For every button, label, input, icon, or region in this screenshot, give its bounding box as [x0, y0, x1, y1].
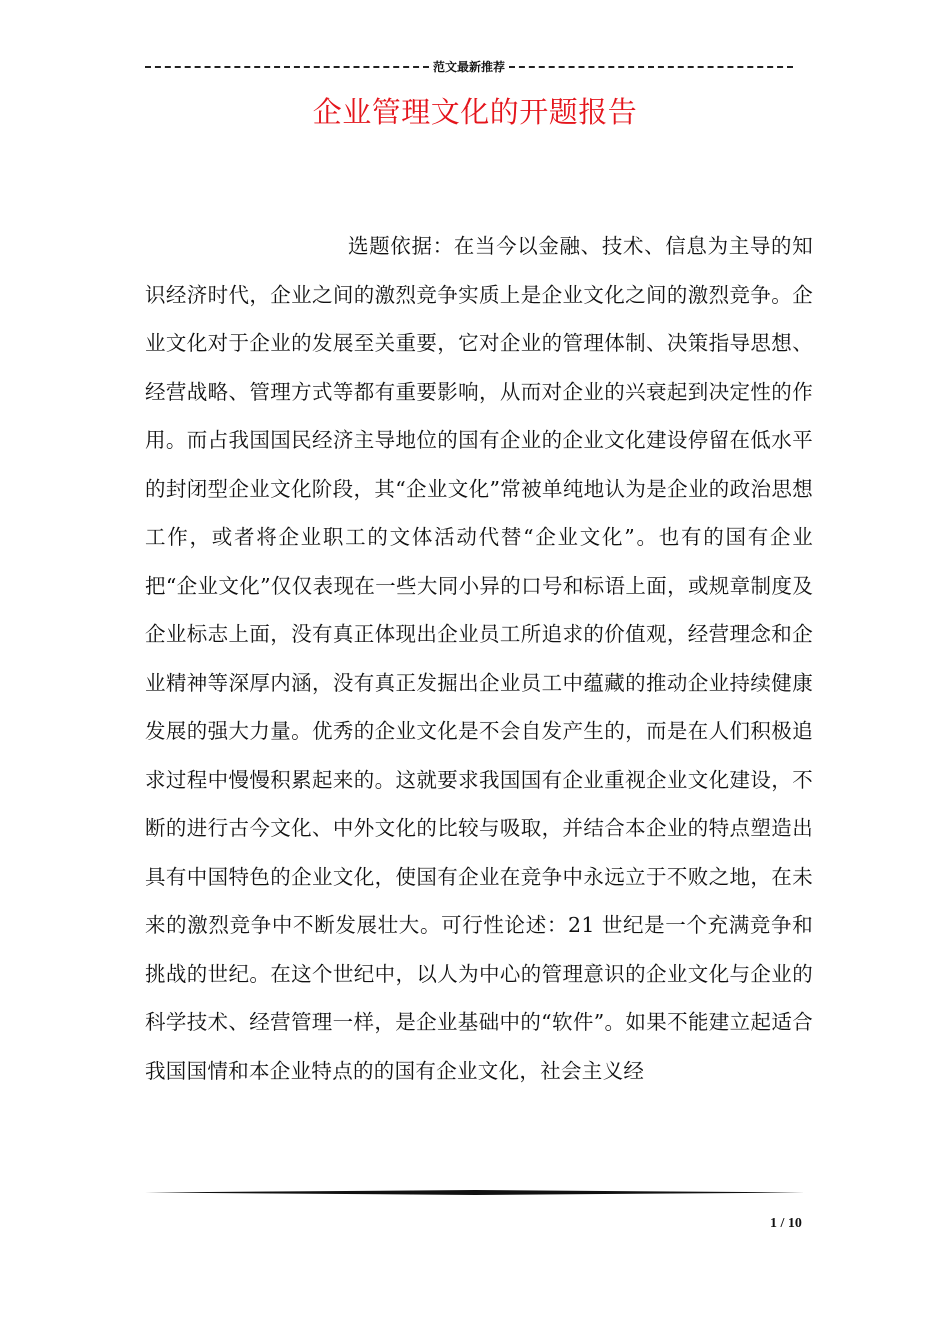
document-body-paragraph: 选题依据：在当今以金融、技术、信息为主导的知识经济时代，企业之间的激烈竞争实质上是企业文化之间的激烈竞争。企业文化对于企业的发展至关重要，它对企业的管理体制、决策指导思想、经营战略、管理方式等都有重要影响，从而对企业的兴衰起到决定性的作用。而占我国国民经济主导地位的国有企业的企业文化建设停留在低水平的封闭型企业文化阶段，其“企业文化”常被单纯地认为是企业的政治思想工作，或者将企业职工的文体活动代替“企业文化”。也有的国有企业把“企业文化”仅仅表现在一些大同小异的口号和标语上面，或规章制度及企业标志上面，没有真正体现出企业员工所追求的价值观，经营理念和企业精神等深厚内涵，没有真正发掘出企业员工中蕴藏的推动企业持续健康发展的强大力量。优秀的企业文化是不会自发产生的，而是在人们积极追求过程中慢慢积累起来的。这就要求我国国有企业重视企业文化建设，不断的进行古今文化、中外文化的比较与吸取，并结合本企业的特点塑造出具有中国特色的企业文化，使国有企业在竞争中永远立于不败之地，在未来的激烈竞争中不断发展壮大。可行性论述：21 世纪是一个充满竞争和挑战的世纪。在这个世纪中，以人为中心的管理意识的企业文化与企业的科学技术、经营管理一样，是企业基础中的“软件”。如果不能建立起适合我国国情和本企业特点的的国有企业文化，社会主义经 [145, 234, 813, 1083]
header-label: 范文最新推荐 [433, 60, 506, 74]
header-dash-left [145, 66, 429, 68]
page-header [145, 58, 793, 75]
header-dash-right [509, 66, 793, 68]
document-title: 企业管理文化的开题报告 [312, 95, 638, 129]
page-number: 1 / 10 [770, 1216, 802, 1231]
footer-rule [145, 1190, 805, 1195]
